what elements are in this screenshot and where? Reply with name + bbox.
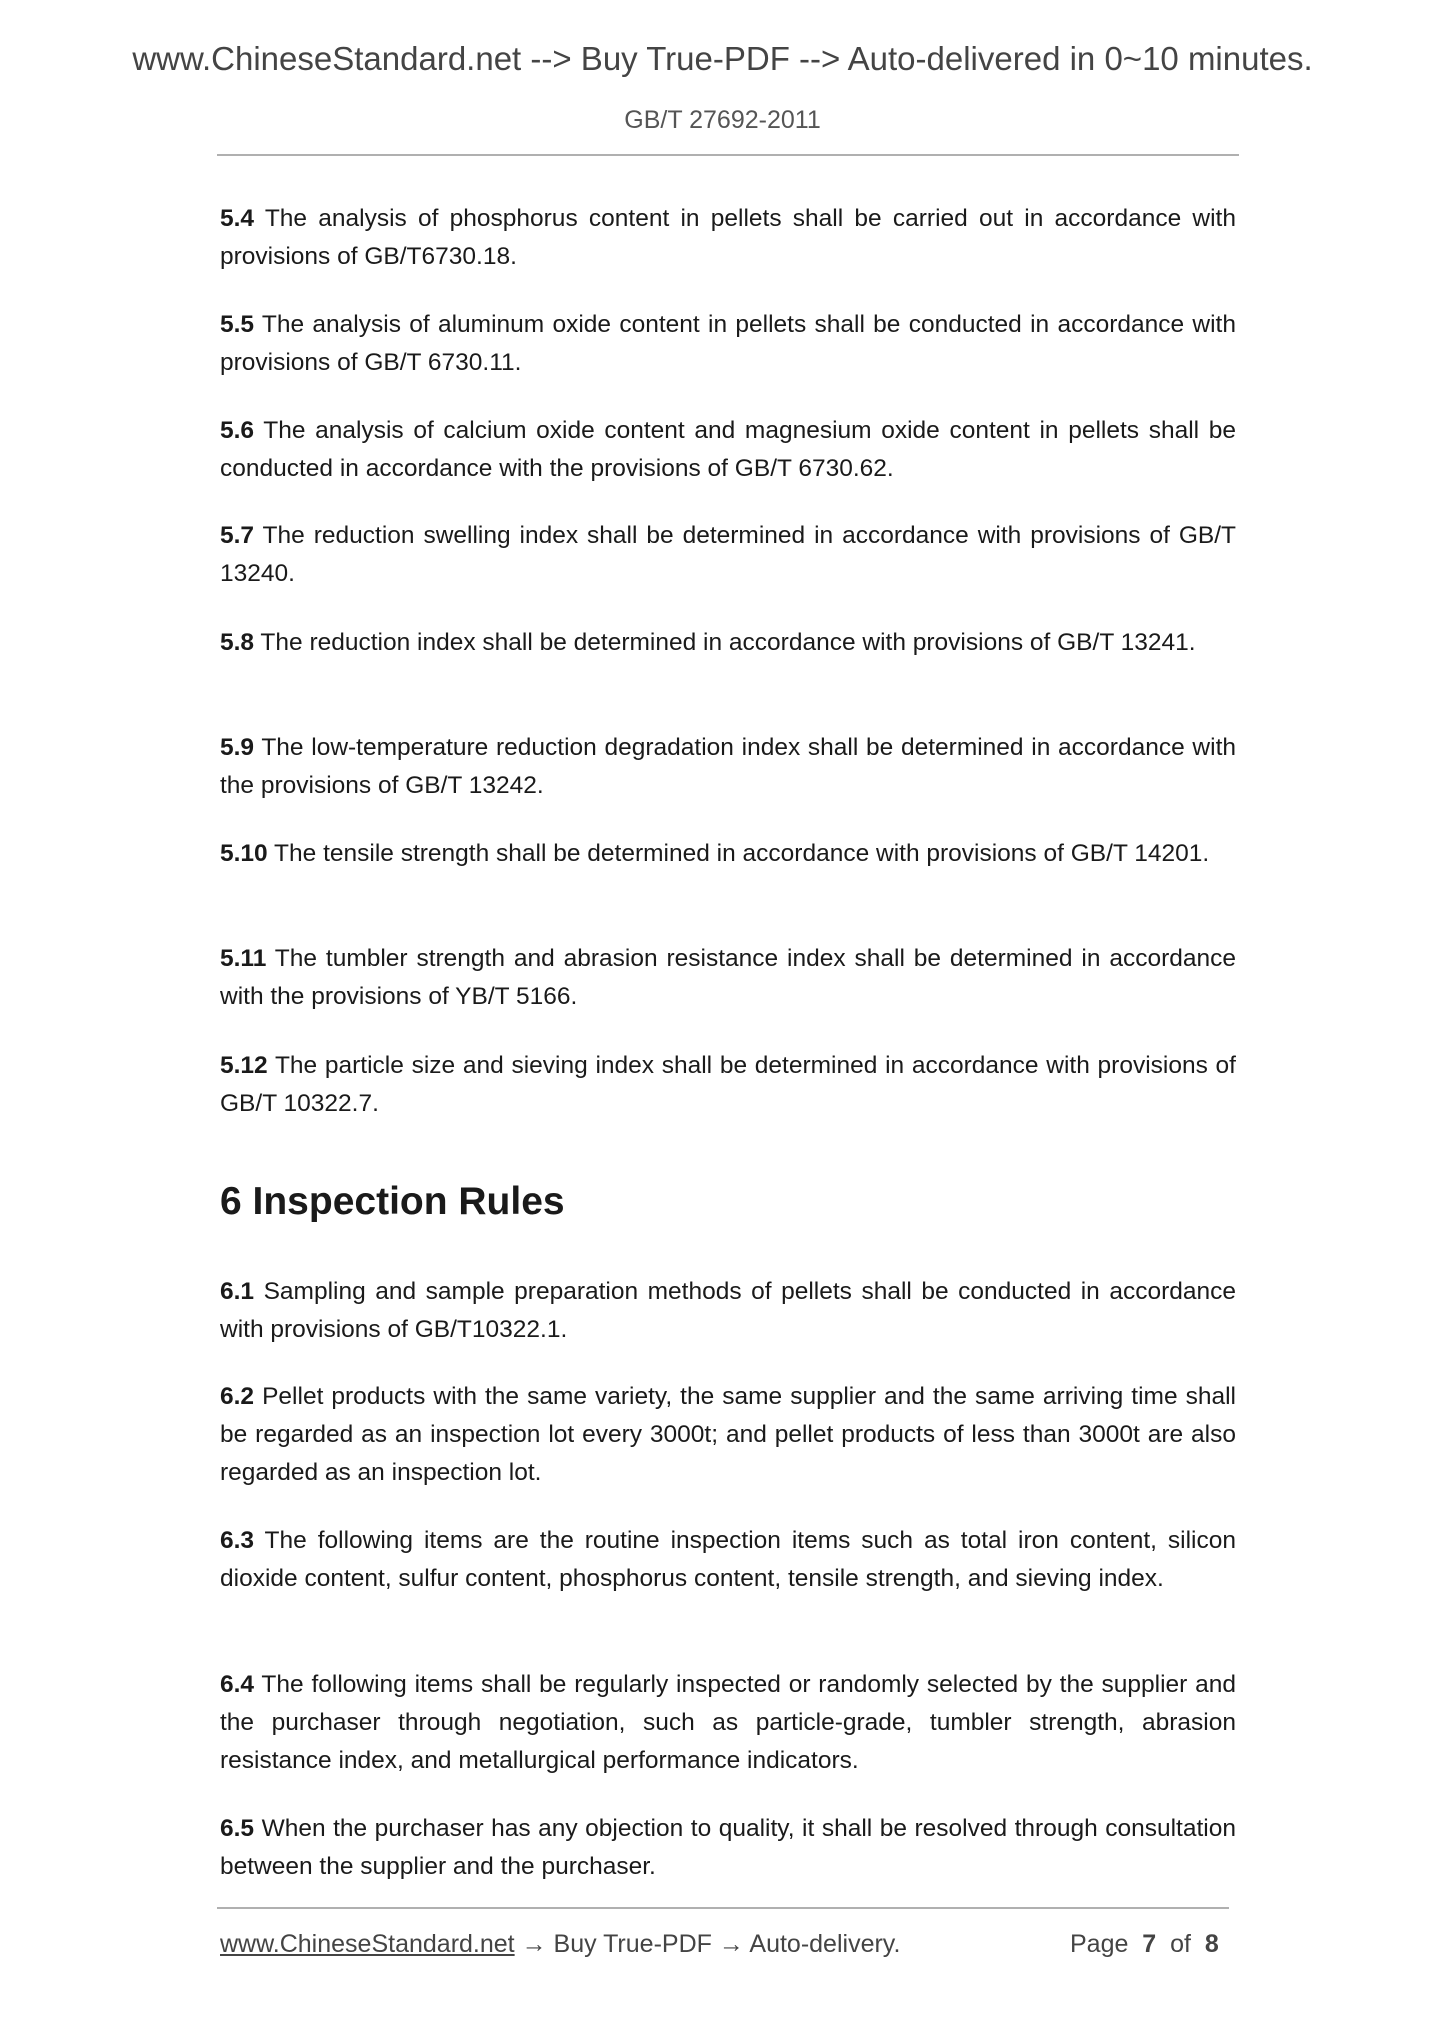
clause-text: The low-temperature reduction degradation index shall be determined in accordance with the provisions of GB/T 13242.: [220, 734, 1236, 799]
footer-text: → Buy True-PDF → Auto-delivery.: [514, 1930, 901, 1958]
clause-number: 5.7: [220, 522, 255, 549]
clause-text: The analysis of calcium oxide content and magnesium oxide content in pellets shall be conducted in accordance with the provisions of GB/T 6730.62.: [220, 417, 1236, 482]
clause-text: The reduction index shall be determined in accordance with provisions of GB/T 13241.: [254, 629, 1196, 656]
clause-text: The tensile strength shall be determined in accordance with provisions of GB/T 14201.: [267, 840, 1210, 867]
page-number: 7: [1142, 1930, 1157, 1958]
clause-5-9: [220, 729, 1236, 805]
clause-6-5: [220, 1810, 1236, 1886]
clause-text: The analysis of phosphorus content in pellets shall be carried out in accordance with provisions of GB/T6730.18.: [220, 205, 1236, 270]
clause-number: 6.2: [220, 1383, 255, 1410]
clause-5-7: [220, 517, 1236, 593]
clause-text: The analysis of aluminum oxide content in pellets shall be conducted in accordance with provisions of GB/T 6730.11.: [220, 311, 1236, 376]
clause-text: Sampling and sample preparation methods of pellets shall be conducted in accordance with provisions of GB/T10322.1.: [220, 1278, 1236, 1343]
clause-5-6: [220, 412, 1236, 488]
clause-5-4: [220, 200, 1236, 276]
clause-6-4: [220, 1666, 1236, 1780]
clause-number: 5.9: [220, 734, 255, 761]
clause-5-10: [220, 835, 1236, 873]
footer-promo: [220, 1930, 900, 1959]
top-banner: www.ChineseStandard.net --> Buy True-PDF --> Auto-delivered in 0~10 minutes.: [132, 40, 1313, 77]
document-code: GB/T 27692-2011: [624, 106, 821, 134]
clause-text: When the purchaser has any objection to quality, it shall be resolved through consultation between the supplier and the purchaser.: [220, 1815, 1236, 1880]
page-indicator: [1070, 1930, 1219, 1959]
clause-6-2: [220, 1378, 1236, 1492]
header-divider: [217, 154, 1239, 156]
clause-text: The reduction swelling index shall be determined in accordance with provisions of GB/T 13240.: [220, 522, 1236, 587]
clause-text: The tumbler strength and abrasion resistance index shall be determined in accordance with the provisions of YB/T 5166.: [220, 945, 1236, 1010]
clause-5-12: [220, 1047, 1236, 1123]
clause-5-5: [220, 306, 1236, 382]
page-label: Page: [1070, 1930, 1129, 1958]
clause-6-3: [220, 1522, 1236, 1598]
clause-number: 5.12: [220, 1052, 268, 1079]
clause-number: 6.1: [220, 1278, 255, 1305]
clause-text: The following items shall be regularly inspected or randomly selected by the supplier and the purchaser through negotiation, such as particle-grade, tumbler strength, abrasion resistance index, and metallurgical performance indicators.: [220, 1671, 1236, 1774]
section-heading: 6 Inspection Rules: [220, 1180, 565, 1223]
clause-text: The following items are the routine inspection items such as total iron content, silicon dioxide content, sulfur content, phosphorus content, tensile strength, and sieving index.: [220, 1527, 1236, 1592]
clause-number: 5.5: [220, 311, 255, 338]
footer-link[interactable]: www.ChineseStandard.net: [220, 1930, 515, 1958]
page-total: 8: [1204, 1930, 1219, 1958]
clause-number: 5.10: [220, 840, 268, 867]
clause-5-8: [220, 624, 1236, 662]
clause-text: The particle size and sieving index shall be determined in accordance with provisions of GB/T 10322.7.: [220, 1052, 1236, 1117]
clause-number: 5.8: [220, 629, 255, 656]
footer-divider: [217, 1907, 1229, 1909]
clause-text: Pellet products with the same variety, the same supplier and the same arriving time shall be regarded as an inspection lot every 3000t; and pellet products of less than 3000t are also regarded as an inspection lot.: [220, 1383, 1236, 1486]
clause-number: 6.4: [220, 1671, 255, 1698]
clause-number: 6.5: [220, 1815, 255, 1842]
clause-number: 6.3: [220, 1527, 255, 1554]
clause-number: 5.11: [220, 945, 267, 972]
of-label: of: [1170, 1930, 1191, 1958]
clause-6-1: [220, 1273, 1236, 1349]
clause-number: 5.6: [220, 417, 255, 444]
clause-5-11: [220, 940, 1236, 1016]
clause-number: 5.4: [220, 205, 255, 232]
